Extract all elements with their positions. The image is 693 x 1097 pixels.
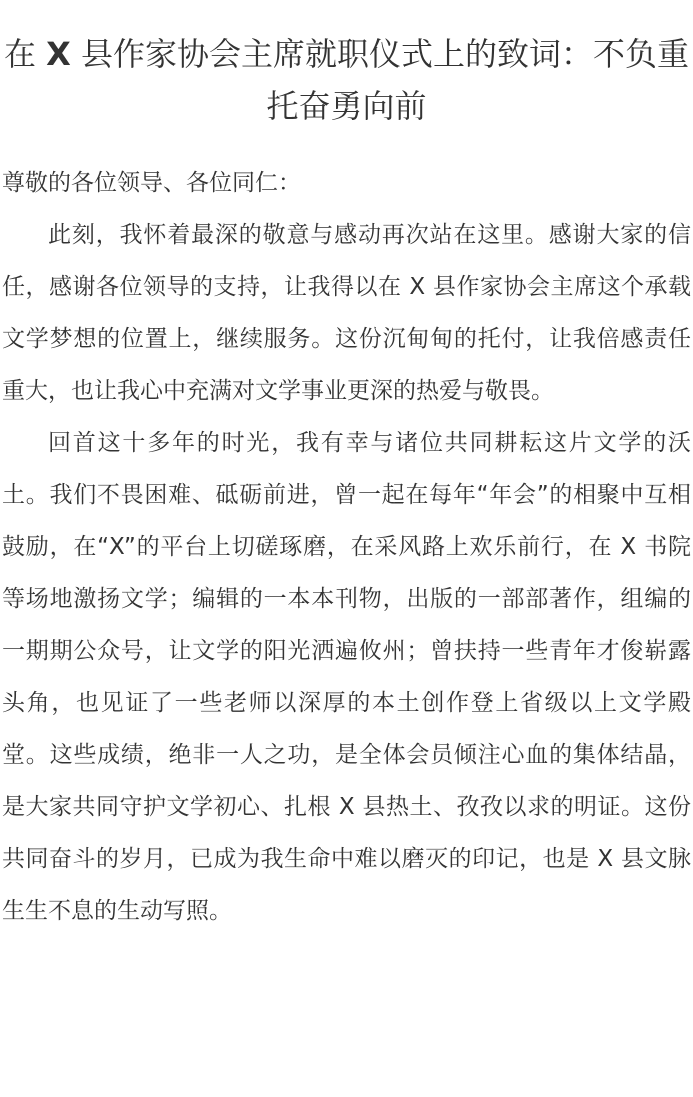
paragraph-1: 此刻，我怀着最深的敬意与感动再次站在这里。感谢大家的信任，感谢各位领导的支持，让我得以在 X 县作家协会主席这个承载文学梦想的位置上，继续服务。这份沉甸甸的托付，让我倍感责任重大，也让我心中充满对文学事业更深的热爱与敬畏。: [2, 222, 691, 404]
title-suffix: 县作家协会主席就职仪式上的致词：不负重托奋勇向前: [70, 35, 690, 125]
document-body: [2, 157, 691, 937]
paragraph-2: 回首这十多年的时光，我有幸与诸位共同耕耘这片文学的沃土。我们不畏困难、砥砺前进，曾一起在每年“年会”的相聚中互相鼓励，在“X”的平台上切磋琢磨，在采风路上欢乐前行，在 X 书院等场地激扬文学；编辑的一本本刊物，出版的一部部著作，组编的一期期公众号，让文学的阳光洒遍攸州；曾扶持一些青年才俊崭露头角，也见证了一些老师以深厚的本土创作登上省级以上文学殿堂。这些成绩，绝非一人之功，是全体会员倾注心血的集体结晶，是大家共同守护文学初心、扎根 X 县热土、孜孜以求的明证。这份共同奋斗的岁月，已成为我生命中难以磨灭的印记，也是 X 县文脉生生不息的生动写照。: [2, 430, 691, 924]
title-prefix: 在: [3, 35, 47, 73]
salutation: 尊敬的各位领导、各位同仁：: [2, 170, 301, 196]
title-x: X: [46, 35, 71, 73]
document-title: [0, 28, 693, 132]
